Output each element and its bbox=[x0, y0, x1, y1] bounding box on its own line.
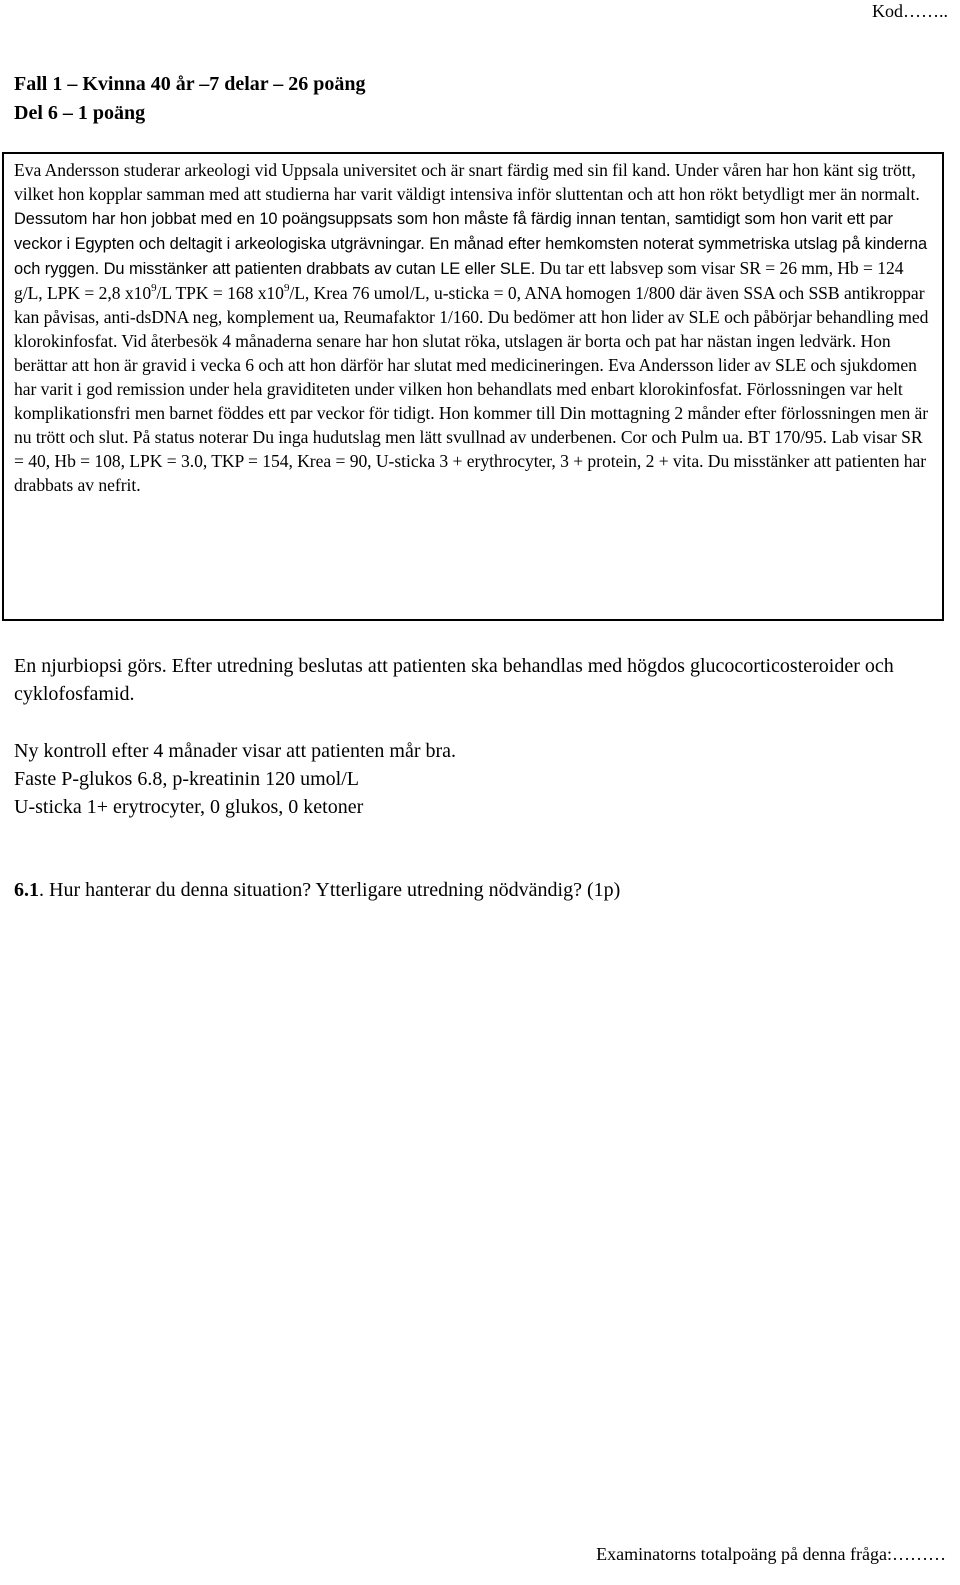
biopsy-paragraph: En njurbiopsi görs. Efter utredning beslutas att patienten ska behandlas med högdos glucocorticosteroider och cyklofosfamid. bbox=[14, 655, 894, 705]
question bbox=[14, 876, 620, 904]
urine-line: U-sticka 1+ erytrocyter, 0 glukos, 0 ketoner bbox=[14, 796, 364, 818]
code-field: Kod…….. bbox=[872, 1, 948, 21]
question-text: . Hur hanterar du denna situation? Ytterligare utredning nödvändig? (1p) bbox=[39, 879, 621, 901]
exponent: 9 bbox=[151, 282, 157, 295]
case-description-box bbox=[2, 152, 944, 621]
case-title: Fall 1 – Kvinna 40 år –7 delar – 26 poäng bbox=[14, 73, 366, 95]
examiner-score-field: Examinatorns totalpoäng på denna fråga:……… bbox=[596, 1544, 946, 1564]
case-text-intro: Eva Andersson studerar arkeologi vid Uppsala universitet och är snart färdig med sin fil kand. Under våren har hon känt sig trött, vilket hon kopplar samman med att studierna har varit väldigt intensiva inför sluttentan och att hon rökt betydligt mer än normalt. bbox=[14, 160, 920, 204]
case-text-labs-c: /L, Krea 76 umol/L, u-sticka = 0, ANA homogen 1/800 där även SSA och SSB antikroppar kan påvisas, anti-dsDNA neg, komplement ua, Reumafaktor 1/160. Du bedömer att hon lider av SLE och påbörjar behandling med klorokinfosfat. Vid återbesök 4 månaderna senare har hon slutat röka, utslagen är borta och pat har nästan ingen ledvärk. Hon berättar att hon är gravid i vecka 6 och att hon därför har slutat med medicineringen. Eva Andersson lider av SLE och sjukdomen har varit i god remission under hela graviditeten under vilken hon behandlats med enbart klorokinfosfat. Förlossningen var helt komplikationsfri men barnet föddes ett par veckor för tidigt. Hon kommer till Din mottagning 2 månder efter förlossningen men är nu trött och slut. På status noterar Du inga hudutslag men lätt svullnad av underbenen. Cor och Pulm ua. BT 170/95. Lab visar SR = 40, Hb = 108, LPK = 3.0, TKP = 154, Krea = 90, U-sticka 3 + erythrocyter, 3 + protein, 2 + vita. Du misstänker att patienten har drabbats av nefrit. bbox=[14, 283, 929, 495]
case-text-labs-b: /L TPK = 168 x10 bbox=[156, 283, 284, 303]
part-title: Del 6 – 1 poäng bbox=[14, 102, 146, 124]
lab-line: Faste P-glukos 6.8, p-kreatinin 120 umol/L bbox=[14, 768, 359, 790]
case-text-labs-a: Du tar ett labsvep som visar SR = 26 mm, Hb = 124 g/L, LPK = 2,8 x10 bbox=[14, 258, 904, 303]
exponent: 9 bbox=[283, 282, 290, 295]
question-number: 6.1 bbox=[14, 879, 39, 901]
followup-line: Ny kontroll efter 4 månader visar att patienten mår bra. bbox=[14, 740, 457, 762]
case-text-symptoms: Dessutom har hon jobbat med en 10 poängsuppsats som hon måste få färdig innan tentan, samtidigt som hon varit ett par veckor i Egypten och deltagit i arkeologiska utgrävningar. En månad efter hemkomsten noterat symmetriska utslag på kinderna och ryggen. Du misstänker att patienten drabbats av cutan LE eller SLE. bbox=[14, 210, 928, 278]
